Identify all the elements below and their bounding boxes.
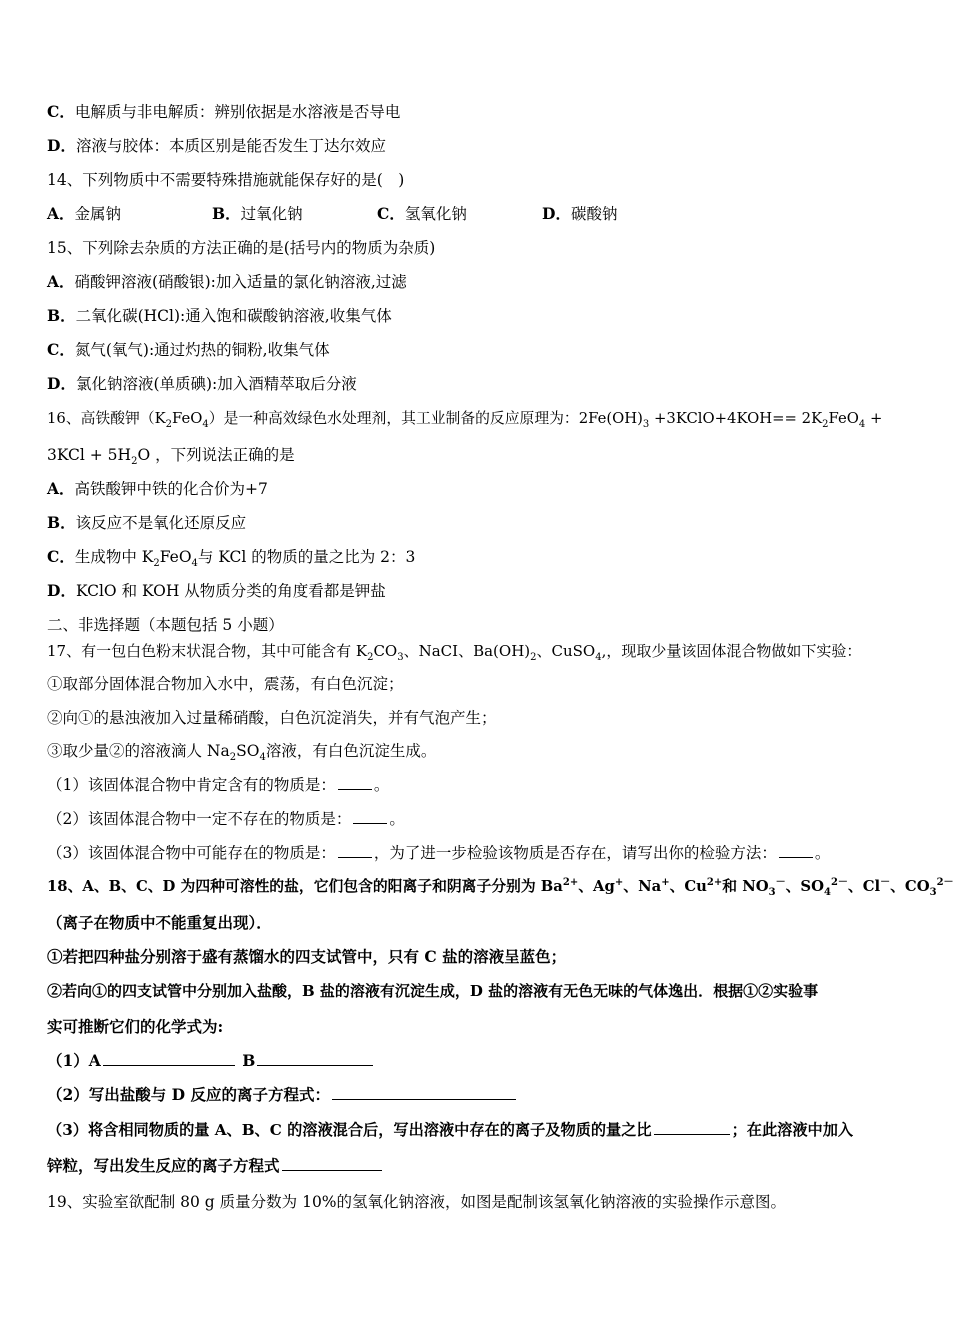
q18-stem-cont: （离子在物质中不能重复出现）．	[47, 913, 272, 932]
q17-stem: 17、有一包白色粉末状混合物，其中可能含有 $K_2CO_3$、NaCI、$Ba(OH)_2$、CuSO$_4$,，现取少量该固体混合物做如下实验：	[47, 642, 862, 663]
answer-blank[interactable]	[338, 775, 372, 790]
q18-step-2-cont: 实可推断它们的化学式为:	[47, 1017, 224, 1036]
answer-blank[interactable]	[654, 1120, 730, 1135]
q18-sub-3: （3）将含相同物质的量 A、B、C 的溶液混合后，写出溶液中存在的离子及物质的量之比 ；在此溶液中加入	[47, 1121, 854, 1139]
answer-blank[interactable]	[103, 1051, 235, 1066]
q18-sub-2: （2）写出盐酸与 D 反应的离子方程式：	[47, 1085, 518, 1105]
q13-option-d	[47, 136, 386, 156]
q18-stem: 18、A、B、C、D 为四种可溶性的盐，它们包含的阳离子和阴离子分别为 $Ba^{2+}$、Ag+、Na+、$Cu^{2+}$和 $NO_3^-$、$SO_4^{2-}$、Cl－、$CO_3^{2-}$	[47, 877, 954, 898]
q17-step-3: ③取少量②的溶液滴人 $Na_2SO_4$溶液，有白色沉淀生成。	[47, 742, 437, 764]
q15-stem: 15、下列除去杂质的方法正确的是(括号内的物质为杂质)	[47, 239, 436, 257]
q16-option-c: C．生成物中 $K_2FeO_4$与 KCl 的物质的量之比为 2：3	[47, 547, 416, 570]
q16-stem: 16、高铁酸钾$(K_2FeO_4)$是一种高效绿色水处理剂，其工业制备的反应原理为：$2Fe(OH)_3$ +3KClO+4KOH== $2K_2FeO_4$ +	[47, 410, 883, 430]
q15-option-c: C．氮气(氧气):通过灼热的铜粉,收集气体	[47, 340, 330, 359]
section-title: 二、非选择题（本题包括 5 小题）	[47, 616, 284, 634]
q18-sub-3-cont: 锌粒，写出发生反应的离子方程式	[47, 1156, 384, 1176]
q16-option-b: B．该反应不是氧化还原反应	[47, 513, 247, 532]
q17-step-2: ②向①的悬浊液加入过量稀硝酸，白色沉淀消失，并有气泡产生；	[47, 709, 497, 727]
q18-sub-1: （1）A B	[47, 1051, 375, 1071]
q16-option-a: A．高铁酸钾中铁的化合价为+7	[47, 479, 268, 498]
option-text: 溶液与胶体：本质区别是能否发生丁达尔效应	[75, 137, 386, 155]
q19-stem: 19、实验室欲配制 80 g 质量分数为 10%的氢氧化钠溶液，如图是配制该氢氧化钠溶液的实验操作示意图。	[47, 1193, 787, 1211]
q15-option-d: D．氯化钠溶液(单质碘):加入酒精萃取后分液	[47, 374, 357, 393]
answer-blank[interactable]	[779, 843, 813, 858]
q17-step-1: ①取部分固体混合物加入水中，震荡，有白色沉淀；	[47, 675, 404, 693]
answer-blank[interactable]	[257, 1051, 373, 1066]
q15-option-a: A．硝酸钾溶液(硝酸银):加入适量的氯化钠溶液,过滤	[47, 272, 407, 291]
q14-stem: 14、下列物质中不需要特殊措施就能保存好的是( )	[47, 171, 405, 189]
q17-sub-3: （3）该固体混合物中可能存在的物质是： ，为了进一步检验该物质是否存在，请写出你的检验方法： 。	[47, 844, 831, 862]
q17-sub-2: （2）该固体混合物中一定不存在的物质是： 。	[47, 810, 405, 828]
q14-option-b: B．过氧化钠	[212, 204, 303, 223]
q14-options	[47, 204, 617, 224]
q13-option-c	[47, 102, 400, 122]
answer-blank[interactable]	[332, 1085, 516, 1100]
q18-step-1: ①若把四种盐分别溶于盛有蒸馏水的四支试管中，只有 C 盐的溶液呈蓝色；	[47, 947, 567, 966]
q14-option-c: C．氢氧化钠	[377, 204, 467, 223]
answer-blank[interactable]	[282, 1156, 382, 1171]
q16-stem-cont: $3KCl + 5H_2O$ ，下列说法正确的是	[47, 446, 295, 468]
q17-sub-1: （1）该固体混合物中肯定含有的物质是： 。	[47, 776, 390, 794]
option-letter: C．	[47, 102, 75, 121]
answer-blank[interactable]	[338, 843, 372, 858]
option-letter: D．	[47, 136, 76, 155]
q15-option-b: B．二氧化碳(HCl):通入饱和碳酸钠溶液,收集气体	[47, 306, 392, 325]
answer-blank[interactable]	[353, 809, 387, 824]
q14-option-d: D．碳酸钠	[542, 204, 618, 223]
q16-option-d: D．KClO 和 KOH 从物质分类的角度看都是钾盐	[47, 581, 386, 600]
q14-option-a: A．金属钠	[47, 204, 122, 223]
option-text: 电解质与非电解质：辨别依据是水溶液是否导电	[74, 103, 401, 121]
q18-step-2: ②若向①的四支试管中分别加入盐酸，B 盐的溶液有沉淀生成，D 盐的溶液有无色无味的气体逸出．根据①②实验事	[47, 982, 819, 1000]
